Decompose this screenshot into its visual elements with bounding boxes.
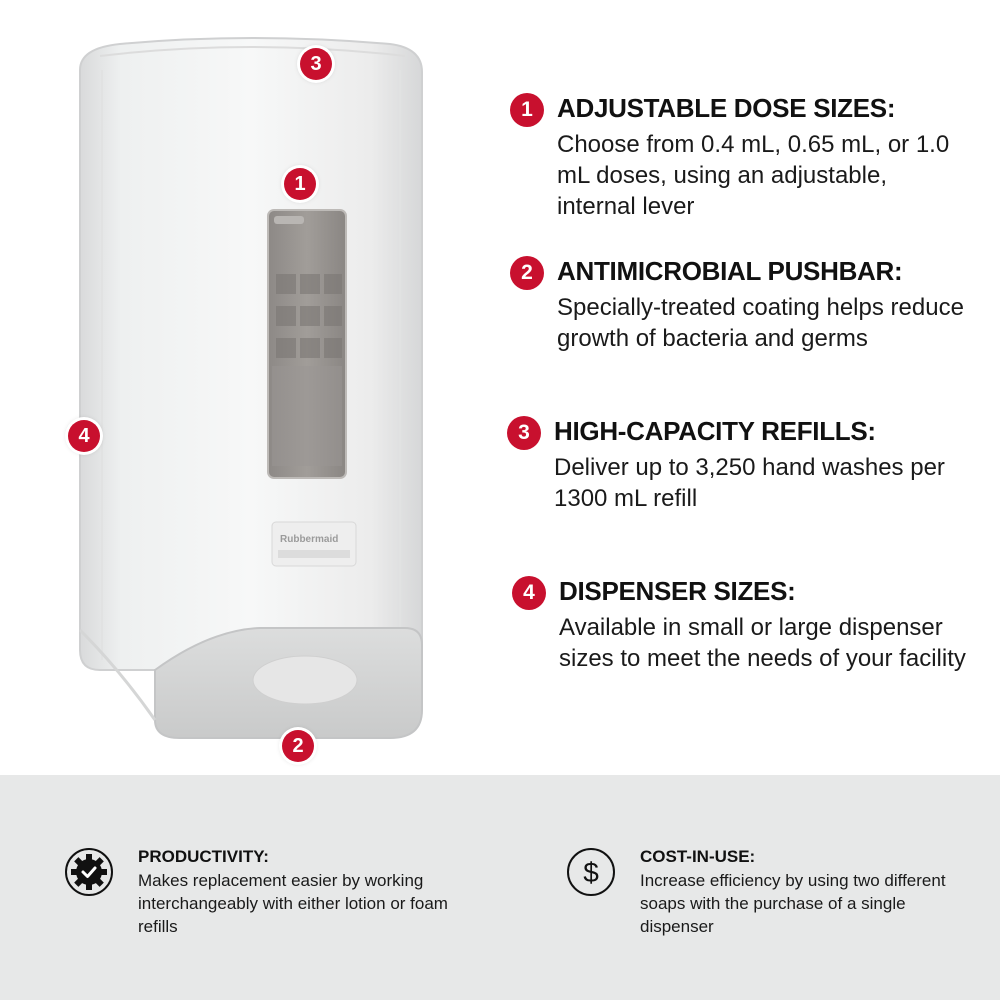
feature-high-capacity-refills — [507, 416, 977, 516]
callout-1-badge: 1 — [284, 168, 316, 200]
svg-text:$: $ — [583, 857, 599, 888]
benefit-description: Increase efficiency by using two different soaps with the purchase of a single dispenser — [640, 871, 946, 936]
feature-description: Deliver up to 3,250 hand washes per 1300 mL refill — [554, 454, 945, 512]
feature-title: ADJUSTABLE DOSE SIZES: — [557, 93, 896, 123]
feature-description: Specially-treated coating helps reduce growth of bacteria and germs — [557, 294, 964, 352]
dispenser-image — [60, 30, 440, 760]
benefit-productivity — [64, 845, 484, 955]
feature-title: HIGH-CAPACITY REFILLS: — [554, 416, 876, 446]
feature-number-badge: 4 — [512, 576, 546, 610]
feature-dispenser-sizes — [512, 576, 982, 706]
benefit-description: Makes replacement easier by working interchangeably with either lotion or foam refills — [138, 871, 448, 936]
feature-title: ANTIMICROBIAL PUSHBAR: — [557, 256, 903, 286]
feature-number-badge: 1 — [510, 93, 544, 127]
gear-check-icon — [64, 847, 114, 897]
feature-title: DISPENSER SIZES: — [559, 576, 796, 606]
feature-adjustable-dose — [510, 93, 980, 223]
feature-number-badge: 3 — [507, 416, 541, 450]
brand-logo-text: Rubbermaid — [280, 534, 339, 545]
feature-description: Available in small or large dispenser sizes to meet the needs of your facility — [559, 614, 966, 672]
benefit-title: COST-IN-USE: — [640, 847, 756, 866]
callout-3-badge: 3 — [300, 48, 332, 80]
feature-number-badge: 2 — [510, 256, 544, 290]
feature-description: Choose from 0.4 mL, 0.65 mL, or 1.0 mL doses, using an adjustable, internal lever — [557, 131, 950, 220]
feature-antimicrobial-pushbar — [510, 256, 980, 386]
dollar-icon — [566, 847, 616, 897]
callout-4-badge: 4 — [68, 420, 100, 452]
callout-2-badge: 2 — [282, 730, 314, 762]
benefit-cost-in-use — [566, 845, 976, 955]
benefit-title: PRODUCTIVITY: — [138, 847, 269, 866]
